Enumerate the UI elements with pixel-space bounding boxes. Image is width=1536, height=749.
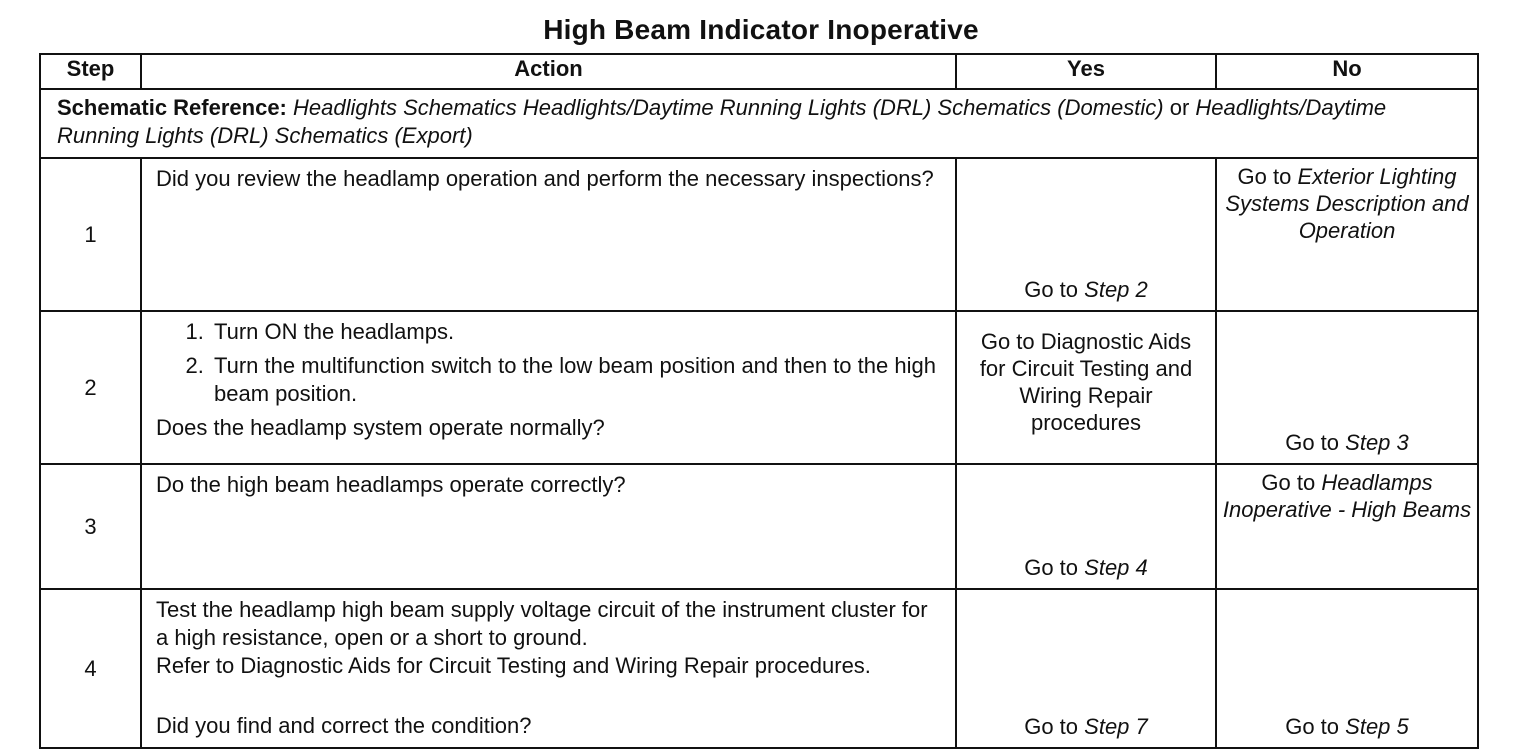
goto-target: Headlamps Inoperative - High Beams: [1222, 470, 1472, 522]
header-no: No: [1216, 54, 1478, 89]
step-number: 4: [40, 589, 141, 748]
no-cell: [1216, 158, 1478, 311]
no-goto[interactable]: [1217, 159, 1477, 244]
action-text: Do the high beam headlamps operate correctly?: [141, 464, 956, 589]
goto-prefix: Go to: [1237, 164, 1292, 189]
schematic-reference: [40, 89, 1478, 158]
yes-goto[interactable]: [957, 276, 1215, 304]
table-row: [40, 311, 1478, 464]
step-number: 1: [40, 158, 141, 311]
header-row: [40, 54, 1478, 89]
action-refer: Refer to Diagnostic Aids for Circuit Testing and Wiring Repair procedures.: [156, 653, 871, 678]
yes-cell: [956, 589, 1216, 748]
table-row: [40, 464, 1478, 589]
table-row: [40, 158, 1478, 311]
header-yes: Yes: [956, 54, 1216, 89]
schematic-or: or: [1169, 95, 1190, 120]
goto-prefix: Go to: [1285, 714, 1340, 739]
yes-cell: [956, 311, 1216, 464]
action-text: [141, 311, 956, 464]
step-number: 2: [40, 311, 141, 464]
step-number: 3: [40, 464, 141, 589]
yes-goto[interactable]: [957, 713, 1215, 741]
substep-list: [156, 318, 941, 408]
goto-target: Step 5: [1345, 714, 1409, 739]
action-text: Did you review the headlamp operation and perform the necessary inspections?: [141, 158, 956, 311]
no-goto[interactable]: [1217, 713, 1477, 741]
goto-prefix: Go to: [1261, 470, 1316, 495]
goto-prefix: Go to: [1024, 277, 1079, 302]
page-title: High Beam Indicator Inoperative: [543, 14, 979, 45]
goto-target: Step 3: [1345, 430, 1409, 455]
no-cell: [1216, 311, 1478, 464]
table-row: [40, 589, 1478, 748]
goto-target: Exterior Lighting Systems Description and Operation: [1225, 164, 1469, 243]
goto-prefix: Go to: [1024, 714, 1079, 739]
schematic-label: Schematic Reference:: [57, 95, 287, 120]
yes-goto[interactable]: [957, 554, 1215, 582]
goto-prefix: Go to: [1024, 555, 1079, 580]
schematic-link-domestic[interactable]: Headlights Schematics Headlights/Daytime Running Lights (DRL) Schematics (Domestic): [293, 95, 1164, 120]
action-instruction: Test the headlamp high beam supply voltage circuit of the instrument cluster for a high resistance, open or a short to ground.: [156, 597, 928, 650]
schematic-link-export[interactable]: Headlights/Daytime Running Lights (DRL) Schematics (Export): [57, 95, 1387, 148]
goto-target: Step 4: [1084, 555, 1148, 580]
no-cell: [1216, 589, 1478, 748]
substep-item: 1. Turn ON the headlamps.: [210, 318, 941, 346]
no-goto[interactable]: [1217, 465, 1477, 523]
yes-goto[interactable]: Go to Diagnostic Aids for Circuit Testing and Wiring Repair procedures: [979, 329, 1193, 435]
diagnostic-table: [39, 53, 1479, 749]
schematic-row: [40, 89, 1478, 158]
goto-target: Step 7: [1084, 714, 1148, 739]
yes-cell: [956, 158, 1216, 311]
action-text: [141, 589, 956, 748]
action-question: Did you find and correct the condition?: [156, 713, 532, 738]
yes-cell: [956, 464, 1216, 589]
header-action: Action: [141, 54, 956, 89]
no-cell: [1216, 464, 1478, 589]
action-question: Does the headlamp system operate normally?: [156, 415, 605, 440]
substep-item: 2. Turn the multifunction switch to the low beam position and then to the high beam position.: [210, 352, 941, 408]
header-step: Step: [40, 54, 141, 89]
no-goto[interactable]: [1217, 429, 1477, 457]
goto-target: Step 2: [1084, 277, 1148, 302]
goto-prefix: Go to: [1285, 430, 1340, 455]
